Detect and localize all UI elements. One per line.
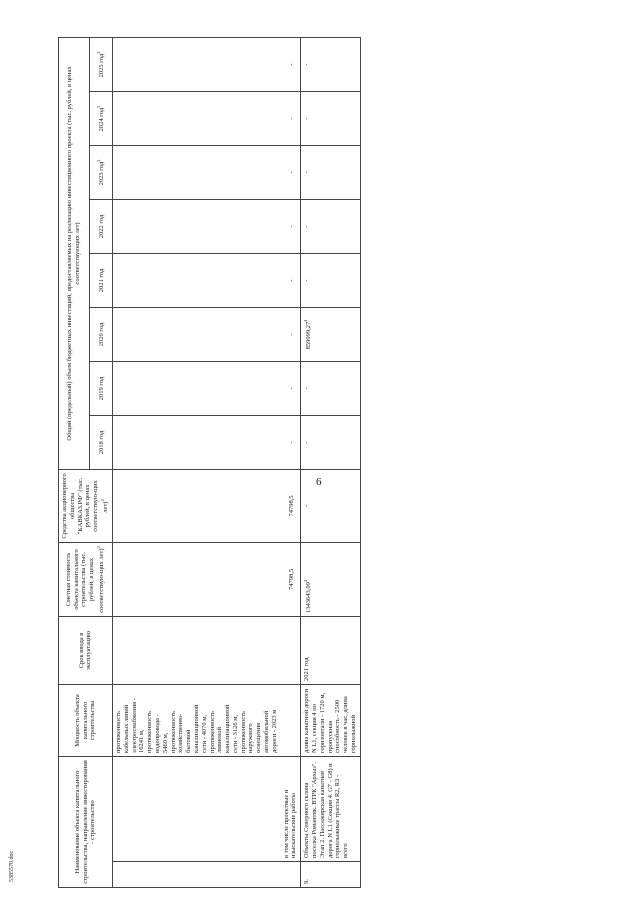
row-name-item-9: Объекты Северного склона поселка Романтик. ВТРК "Архыз". Этап 2. Пассажирская канатная дорога N L1 (Секция 4. G7 - G8) и горнолыжные трассы R2, R3 - всего xyxy=(301,756,361,861)
year-value: - xyxy=(301,415,361,469)
year-value: 859099,27$^4$ xyxy=(301,307,361,361)
year-value: - xyxy=(301,145,361,199)
header-capacity: Мощность объекта капитального строительства xyxy=(59,684,113,756)
header-year-2018: 2018 год xyxy=(90,415,113,469)
year-value: - xyxy=(281,415,301,469)
header-object-name: Наименование объекта капитального строительства, направление инвестирования - строительство xyxy=(59,756,113,887)
row-name-design-works: в том числе проектные и изыскательские работы xyxy=(281,756,301,861)
year-value: - xyxy=(281,199,301,253)
year-value: - xyxy=(301,199,361,253)
header-year-2020: 2020 год xyxy=(90,307,113,361)
commissioning-term: 2021 год xyxy=(301,616,361,684)
table-row-continuation xyxy=(112,37,280,887)
header-year-2025: 2025 год$^3$ xyxy=(90,37,113,91)
header-year-2022: 2022 год xyxy=(90,199,113,253)
year-value: - xyxy=(301,91,361,145)
year-value: - xyxy=(281,253,301,307)
capacity-item-9: длина канатной дороги N L1, секция 4 по горизонтали - 1720 м, пропускная способность - 2500 человек в час, длина горнолыжной xyxy=(301,684,361,756)
header-kavkaz-funds: Средства акционерного общества "КАВКАЗ.РФ" (тыс. рублей, в ценах соответствую-щих лет)$^2$ xyxy=(59,469,113,542)
kavkaz-value: 74798,5 xyxy=(281,469,301,542)
year-value: - xyxy=(281,307,301,361)
year-value: - xyxy=(301,253,361,307)
cost-value: 1343643,09$^4$ xyxy=(301,542,361,616)
header-year-2019: 2019 год xyxy=(90,361,113,415)
year-value: - xyxy=(281,361,301,415)
rotated-page-content xyxy=(58,38,628,888)
year-value: - xyxy=(301,361,361,415)
year-value: - xyxy=(281,145,301,199)
document-code: 5385570.doc xyxy=(9,850,15,882)
capacity-continuation: протяженность кабельных линий электроснабжения - 16241 м, протяженность водопровода - 5460 м, протяженность хозяйственно- бытовой канализационной сети - 4070 м, протяженность ливневой канализационной сети - 3126 м, протяженность наружного освещения автомобильной дороги - 2023 м xyxy=(112,684,280,756)
row-number: 9. xyxy=(301,862,361,888)
header-year-2024: 2024 год$^3$ xyxy=(90,91,113,145)
header-year-2023: 2023 год$^3$ xyxy=(90,145,113,199)
year-value: - xyxy=(281,91,301,145)
header-estimated-cost: Сметная стоимость объекта капитального строительства (тыс. рублей, в ценах соответствую-щих лет)$^2$ xyxy=(59,542,113,616)
year-value: - xyxy=(301,37,361,91)
kavkaz-value: - xyxy=(301,469,361,542)
header-year-2021: 2021 год xyxy=(90,253,113,307)
header-commissioning: Срок ввода в эксплуатацию xyxy=(59,616,113,684)
year-value: - xyxy=(281,37,301,91)
table-row-item-9 xyxy=(301,37,361,887)
cost-value: 74798,5 xyxy=(281,542,301,616)
investment-table xyxy=(58,37,361,888)
table-row-design-works xyxy=(281,37,301,887)
header-budget-investments: Общий (предельный) объем бюджетных инвестиций, предоставляемых на реализацию инвестиционного проекта (тыс. рублей, в ценах соответствующих лет) xyxy=(59,37,90,469)
page-number: 6 xyxy=(316,476,322,488)
